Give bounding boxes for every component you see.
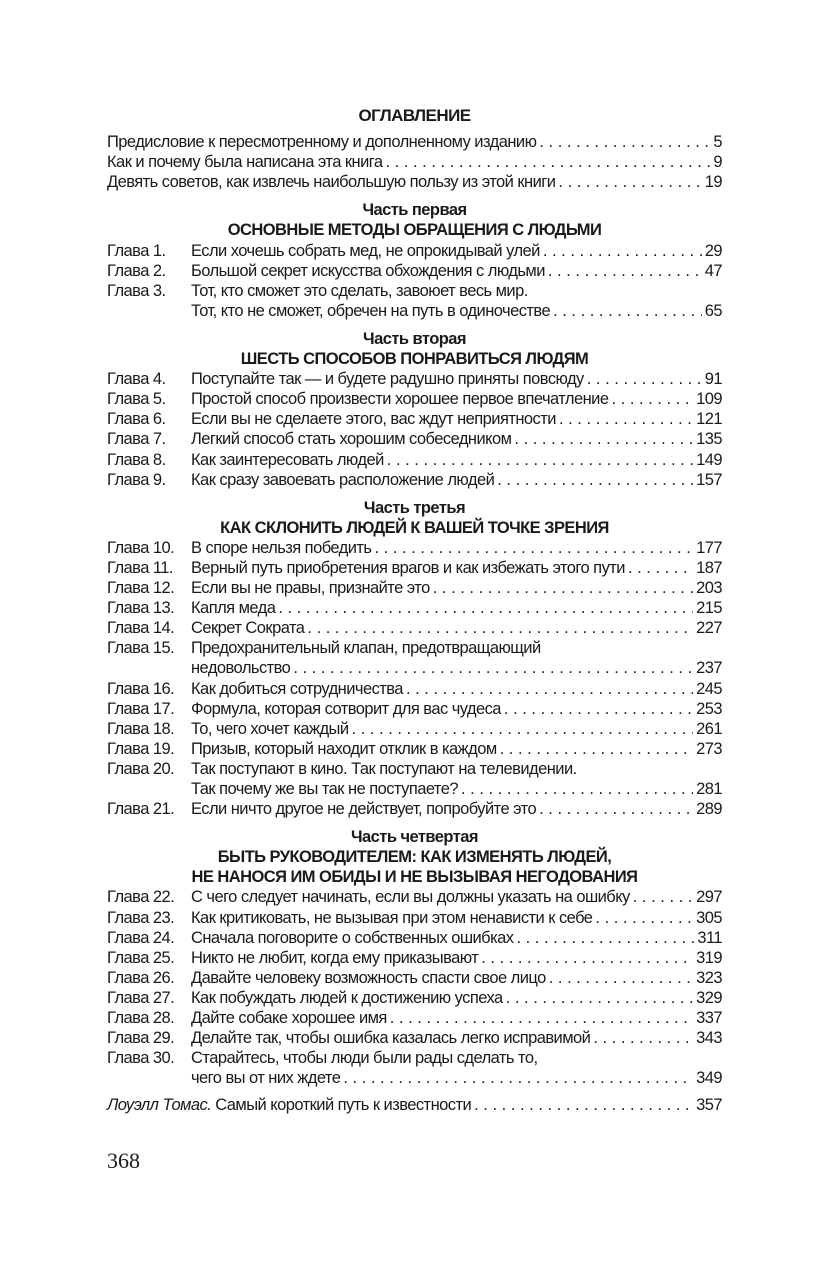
chapter-title: Никто не любит, когда ему приказывают bbox=[191, 948, 479, 967]
chapter-label: Глава 28. bbox=[107, 1009, 175, 1028]
chapter-line bbox=[107, 658, 722, 678]
dot-leader bbox=[514, 429, 693, 449]
part-heading: Часть третья bbox=[363, 498, 466, 517]
chapter-label: Глава 7. bbox=[107, 430, 166, 449]
chapter-entry[interactable] bbox=[107, 908, 722, 928]
chapter-title: чего вы от них ждете bbox=[191, 1069, 341, 1088]
dot-leader bbox=[506, 988, 693, 1008]
chapter-entry[interactable] bbox=[107, 538, 722, 558]
chapter-title: В споре нельзя победить bbox=[191, 538, 372, 557]
chapter-entry[interactable] bbox=[107, 928, 722, 948]
dot-leader bbox=[481, 948, 693, 968]
chapter-line bbox=[107, 598, 722, 618]
chapter-title: Большой секрет искусства обхождения с людьми bbox=[191, 261, 545, 280]
chapter-page: 237 bbox=[696, 659, 722, 678]
chapter-entry[interactable] bbox=[107, 719, 722, 739]
chapter-entry[interactable] bbox=[107, 887, 722, 907]
chapter-page: 215 bbox=[696, 599, 722, 618]
dot-leader bbox=[497, 470, 693, 490]
chapter-page: 323 bbox=[696, 968, 722, 987]
chapter-entry[interactable] bbox=[107, 618, 722, 638]
chapter-label: Глава 20. bbox=[107, 759, 175, 778]
chapter-title: Тот, кто не сможет, обречен на путь в одиночестве bbox=[191, 301, 551, 320]
chapter-entry[interactable] bbox=[107, 1048, 722, 1088]
chapter-label: Глава 6. bbox=[107, 410, 166, 429]
chapter-page: 121 bbox=[696, 410, 722, 429]
chapter-page: 329 bbox=[696, 988, 722, 1007]
entry-page: 9 bbox=[713, 153, 722, 172]
chapter-title: Формула, которая сотворит для вас чудеса bbox=[191, 699, 501, 718]
chapter-page: 187 bbox=[696, 558, 722, 577]
dot-leader bbox=[278, 598, 693, 618]
chapter-line bbox=[107, 470, 722, 490]
chapter-entry[interactable] bbox=[107, 679, 722, 699]
part-heading: Часть первая bbox=[362, 201, 467, 220]
chapter-label: Глава 30. bbox=[107, 1049, 175, 1068]
dot-leader bbox=[539, 799, 693, 819]
chapter-line bbox=[107, 988, 722, 1008]
chapter-entry[interactable] bbox=[107, 558, 722, 578]
toc-entry-afterword[interactable] bbox=[107, 1095, 722, 1115]
chapter-label: Глава 24. bbox=[107, 928, 175, 947]
chapter-page: 297 bbox=[696, 888, 722, 907]
chapter-title: Если хочешь собрать мед, не опрокидывай улей bbox=[191, 241, 540, 260]
chapter-line bbox=[107, 558, 722, 578]
dot-leader bbox=[433, 578, 693, 598]
entry-title: Самый короткий путь к известности bbox=[215, 1096, 472, 1115]
chapter-page: 337 bbox=[696, 1009, 722, 1028]
part-heading: Часть четвертая bbox=[351, 828, 478, 847]
chapter-label: Глава 2. bbox=[107, 261, 166, 280]
chapter-title: Если ничто другое не действует, попробуйте это bbox=[191, 800, 537, 819]
chapter-label: Глава 13. bbox=[107, 599, 175, 618]
chapter-label: Глава 22. bbox=[107, 888, 175, 907]
dot-leader bbox=[474, 1095, 693, 1115]
chapter-line bbox=[107, 928, 722, 948]
chapter-entry[interactable] bbox=[107, 988, 722, 1008]
chapter-line bbox=[107, 887, 722, 907]
chapter-label: Глава 10. bbox=[107, 538, 175, 557]
chapter-title: Делайте так, чтобы ошибка казалась легко исправимой bbox=[191, 1029, 591, 1048]
chapter-line bbox=[107, 779, 722, 799]
chapter-title: недовольство bbox=[191, 659, 291, 678]
chapter-page: 349 bbox=[696, 1069, 722, 1088]
chapter-page: 261 bbox=[696, 719, 722, 738]
entry-title: Предисловие к пересмотренному и дополненному изданию bbox=[107, 133, 537, 152]
chapter-page: 203 bbox=[696, 579, 722, 598]
chapter-label: Глава 19. bbox=[107, 739, 175, 758]
chapter-entry[interactable] bbox=[107, 1008, 722, 1028]
chapter-line bbox=[107, 908, 722, 928]
parts bbox=[107, 200, 722, 1088]
chapter-entry[interactable] bbox=[107, 948, 722, 968]
chapter-title: Если вы не правы, признайте это bbox=[191, 579, 430, 598]
chapter-title: Старайтесь, чтобы люди были рады сделать то, bbox=[191, 1049, 538, 1068]
chapter-label: Глава 5. bbox=[107, 390, 166, 409]
chapter-label: Глава 16. bbox=[107, 679, 175, 698]
dot-leader bbox=[406, 679, 693, 699]
toc-entry[interactable] bbox=[107, 172, 722, 192]
table-of-contents bbox=[107, 106, 722, 1116]
chapter-entry[interactable] bbox=[107, 369, 722, 389]
chapter-line bbox=[107, 1028, 722, 1048]
chapter-title: С чего следует начинать, если вы должны указать на ошибку bbox=[191, 888, 630, 907]
chapter-page: 149 bbox=[696, 450, 722, 469]
dot-leader bbox=[543, 241, 702, 261]
chapter-label: Глава 15. bbox=[107, 639, 175, 658]
chapter-page: 319 bbox=[696, 948, 722, 967]
chapter-line bbox=[107, 301, 722, 321]
dot-leader bbox=[595, 908, 693, 928]
chapter-line bbox=[107, 1048, 722, 1068]
chapter-entry[interactable] bbox=[107, 1028, 722, 1048]
part-subtitle: ОСНОВНЫЕ МЕТОДЫ ОБРАЩЕНИЯ С ЛЮДЬМИ bbox=[227, 221, 602, 240]
chapter-page: 109 bbox=[696, 390, 722, 409]
chapter-line bbox=[107, 409, 722, 429]
dot-leader bbox=[343, 1068, 693, 1088]
dot-leader bbox=[587, 369, 702, 389]
dot-leader bbox=[553, 301, 702, 321]
chapter-label: Глава 25. bbox=[107, 948, 175, 967]
chapter-line bbox=[107, 1008, 722, 1028]
dot-leader bbox=[611, 389, 693, 409]
chapter-line bbox=[107, 241, 722, 261]
chapter-title: Как заинтересовать людей bbox=[191, 450, 384, 469]
chapter-title: Поступайте так — и будете радушно приняты повсюду bbox=[191, 370, 584, 389]
dot-leader bbox=[461, 779, 693, 799]
chapter-page: 343 bbox=[696, 1029, 722, 1048]
chapter-entry[interactable] bbox=[107, 450, 722, 470]
chapter-page: 135 bbox=[696, 430, 722, 449]
dot-leader bbox=[390, 1008, 693, 1028]
dot-leader bbox=[628, 558, 693, 578]
chapter-title: Простой способ произвести хорошее первое впечатление bbox=[191, 390, 609, 409]
chapter-page: 289 bbox=[696, 800, 722, 819]
chapter-entry[interactable] bbox=[107, 638, 722, 678]
chapter-line bbox=[107, 968, 722, 988]
chapter-label: Глава 27. bbox=[107, 988, 175, 1007]
chapter-page: 227 bbox=[696, 619, 722, 638]
chapter-entry[interactable] bbox=[107, 470, 722, 490]
toc-title: ОГЛАВЛЕНИЕ bbox=[358, 106, 471, 125]
chapter-label: Глава 8. bbox=[107, 450, 166, 469]
chapter-title: То, чего хочет каждый bbox=[191, 719, 349, 738]
chapter-title: Как сразу завоевать расположение людей bbox=[191, 470, 495, 489]
chapter-page: 157 bbox=[696, 470, 722, 489]
dot-leader bbox=[548, 261, 702, 281]
chapter-title: Капля меда bbox=[191, 599, 276, 618]
chapter-line bbox=[107, 1068, 722, 1088]
page-number: 368 bbox=[107, 1148, 140, 1173]
chapter-entry[interactable] bbox=[107, 429, 722, 449]
chapter-title: Как критиковать, не вызывая при этом ненависти к себе bbox=[191, 908, 593, 927]
chapter-page: 177 bbox=[696, 538, 722, 557]
dot-leader bbox=[500, 739, 693, 759]
chapter-line bbox=[107, 638, 722, 658]
chapter-title: Дайте собаке хорошее имя bbox=[191, 1009, 387, 1028]
chapter-entry[interactable] bbox=[107, 389, 722, 409]
chapter-title: Тот, кто сможет это сделать, завоюет весь мир. bbox=[191, 281, 528, 300]
chapter-title: Сначала поговорите о собственных ошибках bbox=[191, 928, 514, 947]
chapter-line bbox=[107, 578, 722, 598]
chapter-label: Глава 12. bbox=[107, 579, 175, 598]
chapter-entry[interactable] bbox=[107, 409, 722, 429]
chapter-title: Предохранительный клапан, предотвращающий bbox=[191, 639, 541, 658]
chapter-line bbox=[107, 450, 722, 470]
part-subtitle: БЫТЬ РУКОВОДИТЕЛЕМ: КАК ИЗМЕНЯТЬ ЛЮДЕЙ, bbox=[217, 848, 612, 867]
dot-leader bbox=[549, 968, 693, 988]
dot-leader bbox=[387, 450, 693, 470]
part-subtitle: НЕ НАНОСЯ ИМ ОБИДЫ И НЕ ВЫЗЫВАЯ НЕГОДОВАНИЯ bbox=[191, 868, 638, 887]
entry-title: Девять советов, как извлечь наибольшую пользу из этой книги bbox=[107, 173, 556, 192]
chapter-line bbox=[107, 281, 722, 301]
chapter-entry[interactable] bbox=[107, 759, 722, 799]
entry-page: 5 bbox=[713, 133, 722, 152]
chapter-entry[interactable] bbox=[107, 699, 722, 719]
dot-leader bbox=[293, 658, 693, 678]
chapter-line bbox=[107, 538, 722, 558]
toc-entry[interactable] bbox=[107, 152, 722, 172]
chapter-page: 47 bbox=[704, 261, 722, 280]
chapter-line bbox=[107, 699, 722, 719]
dot-leader bbox=[352, 719, 694, 739]
part-subtitle: ШЕСТЬ СПОСОБОВ ПОНРАВИТЬСЯ ЛЮДЯМ bbox=[240, 350, 589, 369]
dot-leader bbox=[633, 887, 693, 907]
chapter-title: Призыв, который находит отклик в каждом bbox=[191, 739, 497, 758]
chapter-page: 253 bbox=[696, 699, 722, 718]
chapter-entry[interactable] bbox=[107, 598, 722, 618]
chapter-label: Глава 23. bbox=[107, 908, 175, 927]
chapter-title: Верный путь приобретения врагов и как избежать этого пути bbox=[191, 558, 625, 577]
dot-leader bbox=[504, 699, 693, 719]
chapter-label: Глава 9. bbox=[107, 470, 166, 489]
chapter-page: 65 bbox=[704, 301, 722, 320]
chapter-line bbox=[107, 261, 722, 281]
toc-entry[interactable] bbox=[107, 132, 722, 152]
dot-leader bbox=[307, 618, 693, 638]
chapter-line bbox=[107, 799, 722, 819]
part-subtitle: КАК СКЛОНИТЬ ЛЮДЕЙ К ВАШЕЙ ТОЧКЕ ЗРЕНИЯ bbox=[220, 518, 609, 537]
chapter-line bbox=[107, 369, 722, 389]
chapter-title: Давайте человеку возможность спасти свое лицо bbox=[191, 968, 546, 987]
chapter-title: Как побуждать людей к достижению успеха bbox=[191, 988, 503, 1007]
chapter-page: 91 bbox=[704, 370, 722, 389]
dot-leader bbox=[593, 1028, 693, 1048]
entry-page: 357 bbox=[696, 1096, 722, 1115]
chapter-title: Секрет Сократа bbox=[191, 619, 305, 638]
chapter-label: Глава 11. bbox=[107, 558, 173, 577]
chapter-label: Глава 14. bbox=[107, 619, 175, 638]
chapter-line bbox=[107, 618, 722, 638]
dot-leader bbox=[374, 538, 693, 558]
chapter-line bbox=[107, 948, 722, 968]
entry-page: 19 bbox=[704, 173, 722, 192]
chapter-label: Глава 26. bbox=[107, 968, 175, 987]
chapter-line bbox=[107, 739, 722, 759]
chapter-line bbox=[107, 719, 722, 739]
front-matter bbox=[107, 132, 722, 192]
chapter-line bbox=[107, 759, 722, 779]
entry-title: Как и почему была написана эта книга bbox=[107, 153, 383, 172]
chapter-entry[interactable] bbox=[107, 578, 722, 598]
afterword-author: Лоуэлл Томас. bbox=[107, 1096, 212, 1115]
chapter-label: Глава 21. bbox=[107, 800, 175, 819]
chapter-title: Если вы не сделаете этого, вас ждут неприятности bbox=[191, 410, 556, 429]
chapter-line bbox=[107, 429, 722, 449]
dot-leader bbox=[516, 928, 694, 948]
chapter-label: Глава 29. bbox=[107, 1029, 175, 1048]
chapter-title: Так почему же вы так не поступаете? bbox=[191, 780, 459, 798]
chapter-line bbox=[107, 389, 722, 409]
chapter-entry[interactable] bbox=[107, 241, 722, 261]
chapter-page: 245 bbox=[696, 679, 722, 698]
chapter-page: 311 bbox=[697, 928, 722, 947]
chapter-label: Глава 18. bbox=[107, 719, 175, 738]
chapter-label: Глава 4. bbox=[107, 370, 166, 389]
part-heading: Часть вторая bbox=[363, 329, 466, 348]
dot-leader bbox=[539, 132, 710, 152]
chapter-title: Легкий способ стать хорошим собеседником bbox=[191, 430, 512, 449]
dot-leader bbox=[558, 172, 701, 192]
dot-leader bbox=[559, 409, 693, 429]
chapter-label: Глава 3. bbox=[107, 281, 166, 300]
chapter-page: 305 bbox=[696, 908, 722, 927]
chapter-entry[interactable] bbox=[107, 968, 722, 988]
chapter-title: Как добиться сотрудничества bbox=[191, 679, 403, 698]
chapter-entry[interactable] bbox=[107, 799, 722, 819]
dot-leader bbox=[385, 152, 710, 172]
chapter-line bbox=[107, 679, 722, 699]
chapter-entry[interactable] bbox=[107, 261, 722, 281]
chapter-page: 29 bbox=[704, 241, 722, 260]
chapter-entry[interactable] bbox=[107, 739, 722, 759]
chapter-label: Глава 1. bbox=[107, 241, 166, 260]
chapter-label: Глава 17. bbox=[107, 699, 175, 718]
chapter-title: Так поступают в кино. Так поступают на телевидении. bbox=[191, 759, 577, 778]
chapter-page: 281 bbox=[696, 780, 722, 798]
chapter-entry[interactable] bbox=[107, 281, 722, 321]
chapter-page: 273 bbox=[696, 739, 722, 758]
